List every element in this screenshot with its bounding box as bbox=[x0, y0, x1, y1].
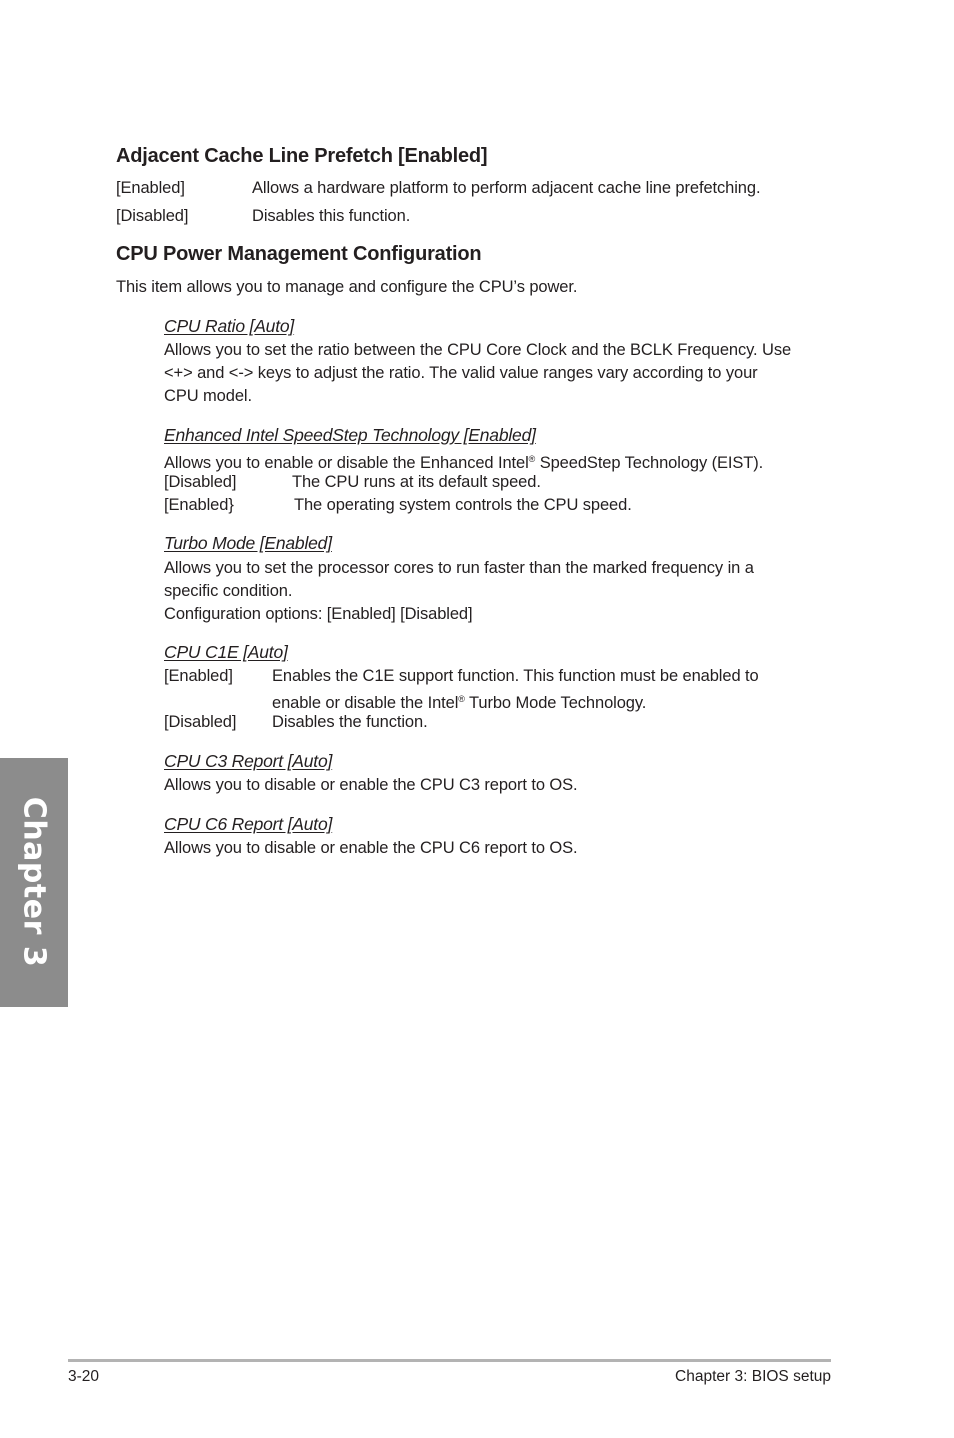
cpu-ratio-desc-line-2: <+> and <-> keys to adjust the ratio. The valid value ranges vary according to your bbox=[164, 364, 758, 382]
c1e-option-disabled: [Disabled] bbox=[164, 713, 237, 731]
section-title-adjacent-cache: Adjacent Cache Line Prefetch [Enabled] bbox=[116, 145, 488, 167]
footer-page-number: 3-20 bbox=[68, 1368, 100, 1385]
c6-desc: Allows you to disable or enable the CPU C6 report to OS. bbox=[164, 839, 578, 857]
subitem-title-cpu-c3: CPU C3 Report [Auto] bbox=[164, 751, 333, 771]
c1e-disabled-desc: Disables the function. bbox=[272, 713, 428, 731]
option-label-enabled: [Enabled] bbox=[116, 179, 185, 197]
eist-option-enabled-desc: The operating system controls the CPU speed. bbox=[294, 496, 632, 514]
option-desc-disabled: Disables this function. bbox=[252, 207, 411, 225]
c1e-desc-before: enable or disable the Intel bbox=[272, 694, 459, 712]
registered-mark: ® bbox=[458, 694, 465, 704]
eist-option-disabled-desc: The CPU runs at its default speed. bbox=[292, 473, 541, 491]
registered-mark: ® bbox=[528, 454, 536, 464]
footer-divider bbox=[68, 1359, 831, 1362]
turbo-desc-line-2: specific condition. bbox=[164, 582, 293, 600]
c1e-option-enabled: [Enabled] bbox=[164, 667, 233, 685]
option-label-disabled: [Disabled] bbox=[116, 207, 189, 225]
subitem-title-cpu-ratio: CPU Ratio [Auto] bbox=[164, 316, 295, 336]
section-title-cpu-power: CPU Power Management Configuration bbox=[116, 243, 482, 265]
subitem-title-turbo-mode: Turbo Mode [Enabled] bbox=[164, 533, 332, 553]
subitem-title-cpu-c1e: CPU C1E [Auto] bbox=[164, 642, 288, 662]
subitem-title-eist: Enhanced Intel SpeedStep Technology [Enabled] bbox=[164, 425, 536, 445]
cpu-ratio-desc-line-3: CPU model. bbox=[164, 387, 252, 405]
c1e-desc-after: Turbo Mode Technology. bbox=[464, 694, 647, 712]
eist-desc-after: SpeedStep Technology (EIST). bbox=[535, 454, 764, 472]
footer-chapter-title: Chapter 3: BIOS setup bbox=[675, 1368, 831, 1385]
cpu-ratio-desc-line-1: Allows you to set the ratio between the CPU Core Clock and the BCLK Frequency. Use bbox=[164, 341, 792, 359]
turbo-config-options: Configuration options: [Enabled] [Disabled] bbox=[164, 605, 473, 623]
turbo-desc-line-1: Allows you to set the processor cores to run faster than the marked frequency in a bbox=[164, 559, 754, 577]
c1e-enabled-desc-line-1: Enables the C1E support function. This function must be enabled to bbox=[272, 667, 759, 685]
section-intro: This item allows you to manage and configure the CPU’s power. bbox=[116, 278, 578, 296]
subitem-title-cpu-c6: CPU C6 Report [Auto] bbox=[164, 814, 333, 834]
c3-desc: Allows you to disable or enable the CPU C3 report to OS. bbox=[164, 776, 578, 794]
chapter-side-tab bbox=[0, 758, 68, 1007]
chapter-side-tab-label: Chapter 3 bbox=[16, 796, 52, 968]
eist-option-enabled: [Enabled} bbox=[164, 496, 234, 514]
eist-desc-before: Allows you to enable or disable the Enhanced Intel bbox=[164, 454, 529, 472]
eist-option-disabled: [Disabled] bbox=[164, 473, 237, 491]
option-desc-enabled: Allows a hardware platform to perform adjacent cache line prefetching. bbox=[252, 179, 761, 197]
